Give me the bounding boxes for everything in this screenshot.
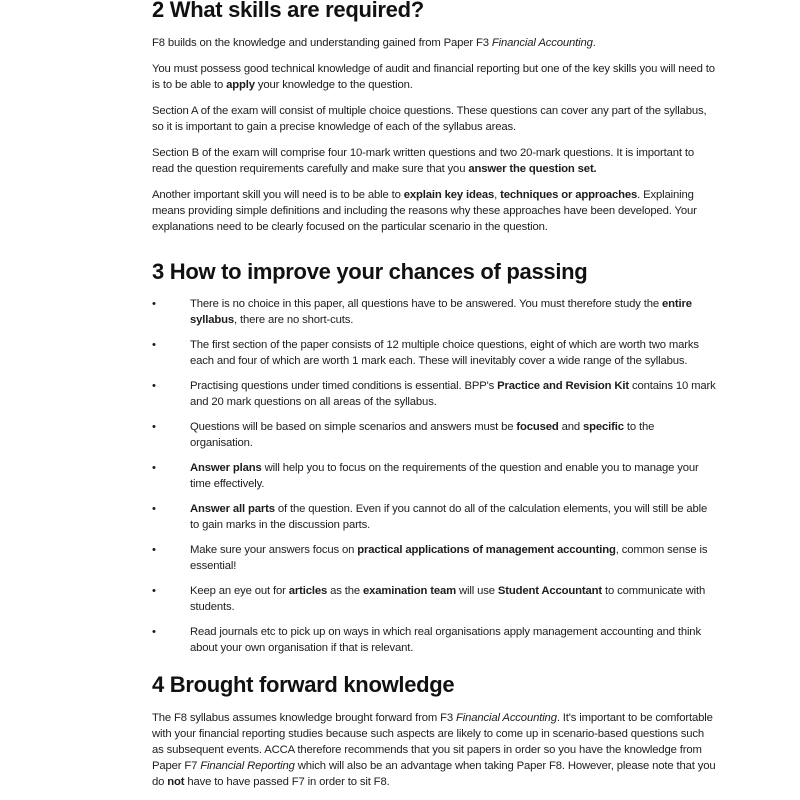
bullet-icon: • [152, 544, 156, 556]
section-2-paragraph-1: F8 builds on the knowledge and understanding gained from Paper F3 Financial Accounting. [152, 37, 596, 49]
bullet-icon: • [152, 626, 156, 638]
bullet-icon: • [152, 421, 156, 433]
list-item: • Answer plans will help you to focus on the requirements of the question and enable you to manage your time effectively. [152, 462, 699, 490]
bullet-icon: • [152, 585, 156, 597]
section-4-body [152, 710, 717, 790]
list-item: • Answer all parts of the question. Even if you cannot do all of the calculation elements, you will still be able to gain marks in the discussion parts. [152, 503, 708, 531]
section-2-paragraph-4: Section B of the exam will comprise four 10-mark written questions and two 20-mark questions. It is important to read the question requirements carefully and make sure that you answer the question set. [152, 147, 695, 175]
list-item: • Practising questions under timed conditions is essential. BPP's Practice and Revision Kit contains 10 mark and 20 mark questions on all areas of the syllabus. [152, 380, 716, 408]
section-3-heading: 3 How to improve your chances of passing [152, 259, 588, 284]
list-item: • The first section of the paper consists of 12 multiple choice questions, eight of which are worth two marks each and four of which are worth 1 mark each. These will inevitably cover a wide range of the syllabus. [152, 339, 699, 367]
bullet-icon: • [152, 380, 156, 392]
list-item: • Make sure your answers focus on practical applications of management accounting, common sense is essential! [152, 544, 708, 572]
bullet-icon: • [152, 503, 156, 515]
list-item: • There is no choice in this paper, all questions have to be answered. You must therefore study the entire syllabus, there are no short-cuts. [152, 298, 692, 326]
bullet-icon: • [152, 339, 156, 351]
section-2-paragraph-5: Another important skill you will need is to be able to explain key ideas, techniques or approaches. Explaining means providing simple definitions and including the reasons why these approaches have been developed. Your explanations need to be clearly focused on the particular scenario in the question. [152, 189, 697, 233]
section-4-paragraph-1: The F8 syllabus assumes knowledge brought forward from F3 Financial Accounting. It's important to be comfortable with your financial reporting studies because such aspects are likely to come up in scenario-based questions such as subsequent events. ACCA therefore recommends that you sit papers in order so you have the knowledge from Paper F7 Financial Reporting which will also be an advantage when taking Paper F8. However, please note that you do not have to have passed F7 in order to sit F8. [152, 712, 716, 788]
section-2-paragraph-3: Section A of the exam will consist of multiple choice questions. These questions can cover any part of the syllabus, so it is important to gain a precise knowledge of each of the syllabus areas. [152, 105, 707, 133]
section-2-paragraph-2: You must possess good technical knowledge of audit and financial reporting but one of the key skills you will need to is to be able to apply your knowledge to the question. [152, 63, 715, 91]
list-item: • Read journals etc to pick up on ways in which real organisations apply management accounting and think about your own organisation if that is relevant. [152, 626, 701, 654]
section-2-body [152, 35, 717, 235]
section-4-heading: 4 Brought forward knowledge [152, 672, 455, 697]
bullet-icon: • [152, 298, 156, 310]
bullet-icon: • [152, 462, 156, 474]
tips-list [152, 296, 717, 656]
list-item: • Keep an eye out for articles as the examination team will use Student Accountant to communicate with students. [152, 585, 706, 613]
list-item: • Questions will be based on simple scenarios and answers must be focused and specific to the organisation. [152, 421, 655, 449]
section-2-heading: 2 What skills are required? [152, 0, 424, 22]
